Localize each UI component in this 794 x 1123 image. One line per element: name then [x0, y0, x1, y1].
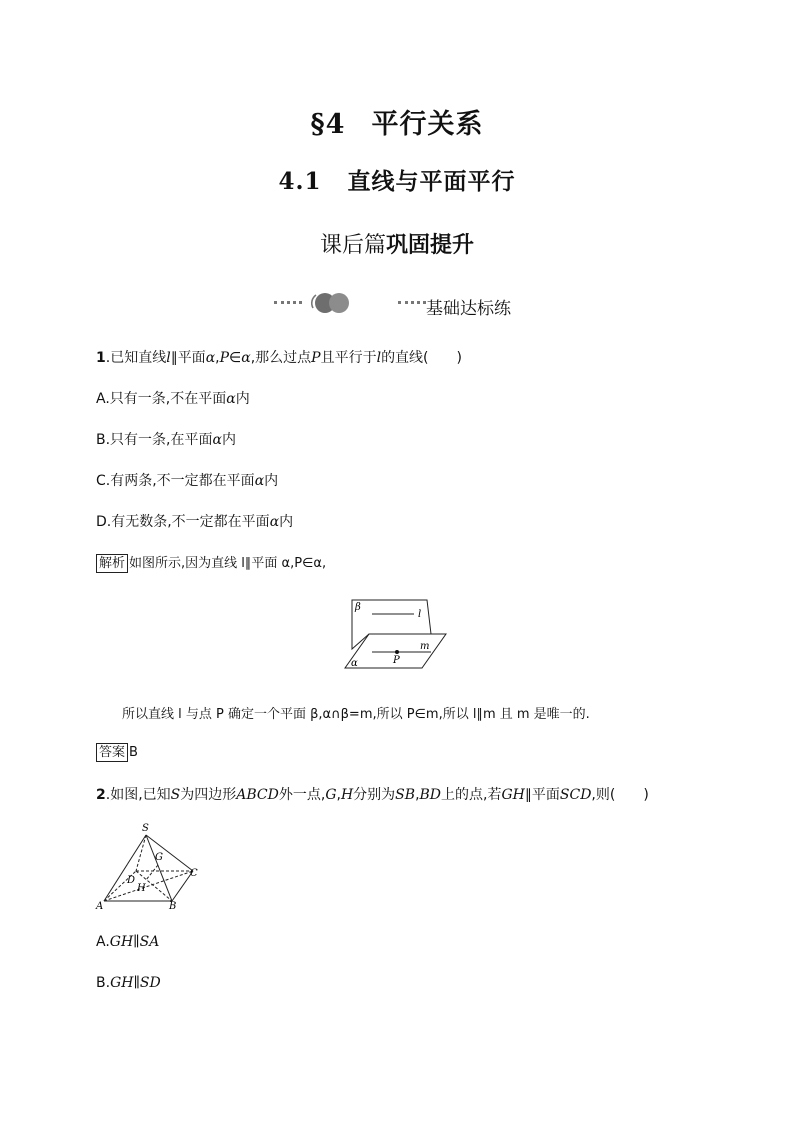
- option-text: C.有两条,不一定都在平面: [96, 473, 255, 489]
- q2-text: 上的点,若: [441, 787, 502, 803]
- answer-value: B: [129, 745, 138, 760]
- section-heading: [0, 102, 794, 141]
- label-G: G: [155, 852, 163, 863]
- q2-text: 分别为: [353, 787, 396, 803]
- q2-text: ,: [415, 787, 420, 803]
- q2-text: ,: [336, 787, 341, 803]
- q1-text: .已知直线: [105, 350, 167, 366]
- label-alpha: α: [351, 658, 358, 669]
- q2-var-G: G: [325, 787, 337, 803]
- subsection-heading: [0, 163, 794, 196]
- question-1-number: 1: [96, 350, 106, 366]
- q2-text: 为四边形: [180, 787, 237, 803]
- label-C: C: [190, 868, 198, 879]
- label-m: m: [420, 641, 430, 652]
- label-l: l: [418, 609, 422, 620]
- option-var-alpha: α: [254, 473, 265, 489]
- q2-var-SCD: SCD: [559, 787, 592, 803]
- q1-var-alpha: α: [205, 350, 216, 366]
- q1-text: ,: [215, 350, 220, 366]
- q2-pyramid-figure: [94, 820, 204, 912]
- label-S: S: [142, 823, 149, 834]
- q1-text: ∈: [229, 350, 242, 366]
- question-2-stem: [96, 784, 649, 804]
- page-title: [0, 228, 794, 259]
- analysis-line-1: 如图所示,因为直线 l∥平面 α,P∈α,: [129, 556, 327, 571]
- q1-answer: [96, 743, 138, 762]
- q1-text: ,那么过点: [250, 350, 312, 366]
- q2-var-BD: BD: [419, 787, 442, 803]
- q2-var-S: S: [170, 787, 181, 803]
- q2-var-H: H: [340, 787, 354, 803]
- option-text: 内: [279, 514, 294, 530]
- page-title-bold: 巩固提升: [386, 233, 475, 258]
- q1-text: ∥平面: [170, 350, 206, 366]
- q2-text: ∥平面: [524, 787, 560, 803]
- label-H: H: [137, 883, 146, 894]
- dots-right-decoration: [398, 301, 426, 304]
- option-var-alpha: α: [269, 514, 280, 530]
- q1-var-P: P: [219, 350, 230, 366]
- section-title: 平行关系: [371, 109, 484, 140]
- q1-option-d[interactable]: [96, 511, 293, 531]
- q1-var-l: l: [166, 350, 171, 366]
- q1-plane-figure: [340, 596, 452, 672]
- q2-text: 外一点,: [278, 787, 326, 803]
- question-2-number: 2: [96, 787, 106, 803]
- option-text: 内: [221, 432, 236, 448]
- q2-text: .如图,已知: [105, 787, 171, 803]
- label-D: D: [127, 875, 136, 886]
- page-title-normal: 课后篇: [319, 233, 386, 258]
- option-text: D.有无数条,不一定都在平面: [96, 514, 270, 530]
- q1-option-b[interactable]: [96, 429, 236, 449]
- q2-option-b[interactable]: [96, 975, 161, 991]
- option-expression: GH∥SD: [110, 975, 161, 991]
- option-var-alpha: α: [212, 432, 222, 448]
- q1-var-alpha: α: [241, 350, 251, 366]
- option-var-alpha: α: [226, 391, 236, 407]
- q2-option-a[interactable]: [96, 934, 159, 950]
- q1-option-a[interactable]: [96, 388, 250, 408]
- dots-left-decoration: [274, 301, 302, 304]
- label-beta: β: [355, 602, 361, 613]
- q2-var-ABCD: ABCD: [236, 787, 279, 803]
- option-text: A.只有一条,不在平面: [96, 391, 227, 407]
- q1-var-P: P: [311, 350, 321, 366]
- q2-var-GH: GH: [501, 787, 525, 803]
- analysis-tag: 解析: [96, 554, 128, 573]
- q1-option-c[interactable]: [96, 470, 278, 490]
- q2-text: ,则( ): [591, 787, 649, 803]
- label-A: A: [96, 901, 104, 912]
- option-text: B.只有一条,在平面: [96, 432, 213, 448]
- label-B: B: [169, 901, 177, 912]
- option-text: B.: [96, 975, 111, 991]
- question-1-stem: [96, 347, 462, 367]
- answer-tag: 答案: [96, 743, 128, 762]
- q1-text: 的直线( ): [381, 350, 462, 366]
- section-number: §4: [310, 109, 346, 140]
- option-text: 内: [235, 391, 250, 407]
- option-text: A.: [96, 934, 110, 950]
- q1-analysis: [96, 552, 326, 573]
- banner-label: 基础达标练: [426, 299, 511, 319]
- subsection-number: 4.1: [278, 168, 322, 195]
- subsection-title: 直线与平面平行: [347, 168, 516, 195]
- q1-text: 且平行于: [320, 350, 377, 366]
- option-text: 内: [264, 473, 279, 489]
- q1-var-l: l: [376, 350, 382, 366]
- section-banner: [270, 287, 530, 319]
- option-expression: GH∥SA: [109, 934, 160, 950]
- analysis-line-2: 所以直线 l 与点 P 确定一个平面 β,α∩β=m,所以 P∈m,所以 l∥m 且 m 是唯一的.: [122, 707, 590, 722]
- double-circle-icon: [307, 287, 353, 317]
- label-P: P: [393, 655, 400, 666]
- q2-var-SB: SB: [395, 787, 416, 803]
